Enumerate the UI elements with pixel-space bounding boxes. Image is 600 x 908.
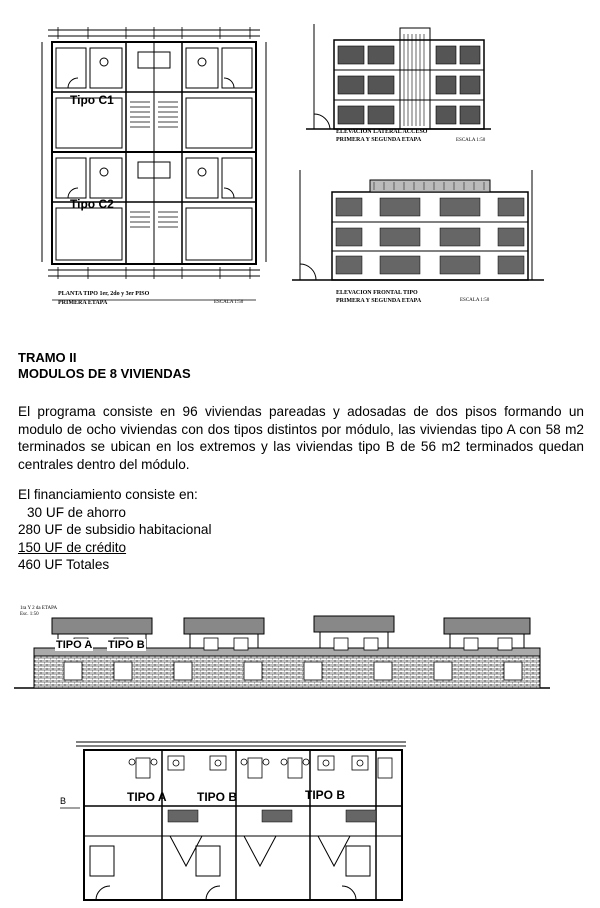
plan-tipo-a-label: TIPO A [127, 790, 167, 804]
elev-lateral-caption-1: ELEVACION LATERAL ACCESO [336, 129, 428, 135]
elev-bottom-caption-2: Esc. 1:50 [20, 612, 39, 617]
elevation-bottom-drawing [14, 596, 550, 692]
financing-intro: El financiamiento consiste en: [18, 487, 198, 502]
financing-ahorro: 30 UF de ahorro [27, 504, 126, 520]
section-heading [18, 350, 191, 382]
elev-frontal-caption-2: PRIMERA Y SEGUNDA ETAPA [336, 298, 422, 304]
financing-total: 460 UF Totales [18, 557, 110, 572]
financing-credito: 150 UF de crédito [18, 539, 127, 555]
elev-frontal-caption-1: ELEVACION FRONTAL TIPO [336, 290, 418, 296]
program-paragraph: El programa consiste en 96 viviendas pareadas y adosadas de dos pisos formando un modulo de ocho viviendas con dos tipos distintos por módulo, las viviendas tipo A con 58 m2 terminados se ubican en los extremos y las viviendas tipo B de 56 m2 terminados quedan centrales dentro del módulo. [18, 404, 584, 472]
elev-frontal-scale: ESCALA 1:50 [460, 298, 490, 303]
plan-top-caption-2: PRIMERA ETAPA [58, 300, 108, 306]
elevation-lateral [296, 14, 496, 152]
floor-plan-top [38, 22, 270, 312]
plan-top-caption-1: PLANTA TIPO 1er, 2do y 3er PISO [58, 291, 150, 297]
heading-modulos: MODULOS DE 8 VIVIENDAS [18, 366, 191, 381]
elevation-frontal-drawing [288, 160, 548, 285]
tipo-c1-label: Tipo C1 [70, 93, 114, 107]
elev-tipo-b-label: TIPO B [108, 639, 145, 651]
elevation-bottom [14, 596, 550, 692]
plan-tipo-b2-label: TIPO B [305, 788, 346, 802]
floor-plan-bottom [56, 736, 410, 904]
elevation-frontal [288, 160, 548, 310]
grid-marker-b: B [60, 796, 67, 806]
plan-tipo-b1-label: TIPO B [197, 790, 238, 804]
floor-plan-drawing [38, 22, 270, 312]
elev-lateral-caption-2: PRIMERA Y SEGUNDA ETAPA [336, 137, 422, 143]
financing-block [18, 486, 211, 574]
elev-lateral-scale: ESCALA 1:50 [456, 138, 486, 143]
financing-subsidio: 280 UF de subsidio habitacional [18, 522, 212, 537]
plan-top-scale: ESCALA 1:50 [214, 300, 244, 305]
heading-tramo: TRAMO II [18, 350, 77, 365]
elev-bottom-caption-1: 1ra Y 2 da ETAPA [20, 606, 58, 611]
elevation-lateral-drawing [296, 14, 496, 134]
floor-plan-bottom-drawing [56, 736, 410, 904]
tipo-c2-label: Tipo C2 [70, 197, 114, 211]
elev-tipo-a-label: TIPO A [56, 639, 93, 651]
